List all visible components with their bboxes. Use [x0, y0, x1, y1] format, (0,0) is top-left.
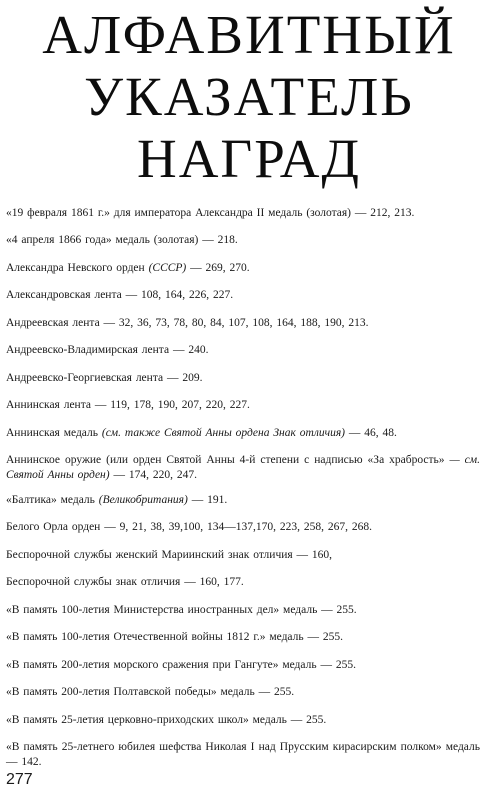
index-entry: Андреевско-Георгиевская лента — 209. [6, 371, 203, 384]
page-title [14, 4, 484, 190]
index-entry: «В память 100-летия Министерства иностранных дел» медаль — 255. [6, 603, 357, 616]
entry-pages: — 269, 270. [186, 261, 250, 274]
title-line: УКАЗАТЕЛЬ [84, 66, 414, 127]
index-entry: Беспорочной службы женский Мариинский знак отличия — 160, [6, 548, 333, 561]
index-entry: Аннинская лента — 119, 178, 190, 207, 220, 227. [6, 399, 250, 412]
index-entry: «В память 25-летнего юбилея шефства Николая I над Прусским кирасирским полком» медаль — 142. [6, 741, 480, 768]
index-entry: «В память 100-летия Отечественной войны 1812 г.» медаль — 255. [6, 631, 343, 644]
award-index-list [6, 206, 480, 780]
index-entry: «В память 200-летия Полтавской победы» медаль — 255. [6, 686, 295, 699]
index-entry: Андреевская лента — 32, 36, 73, 78, 80, 84, 107, 108, 164, 188, 190, 213. [6, 316, 369, 329]
index-entry [6, 453, 480, 482]
entry-note: (Великобритания) [98, 493, 188, 506]
index-entry [6, 493, 480, 507]
entry-text: Аннинская медаль [6, 426, 102, 439]
index-entry: Андреевско-Владимирская лента — 240. [6, 344, 209, 357]
index-entry: «19 февраля 1861 г.» для императора Александра II медаль (золотая) — 212, 213. [6, 207, 415, 219]
title-line: АЛФАВИТНЫЙ [42, 4, 456, 65]
entry-pages: — 191. [187, 493, 228, 506]
index-entry: «В память 200-летия морского сражения при Гангуте» медаль — 255. [6, 658, 356, 671]
index-entry: «В память 25-летия церковно-приходских школ» медаль — 255. [6, 713, 327, 726]
index-entry: Александровская лента — 108, 164, 226, 227. [6, 289, 234, 302]
entry-text: «Балтика» медаль [6, 493, 99, 506]
index-entry: Беспорочной службы знак отличия — 160, 177. [6, 576, 244, 589]
entry-text: Аннинское оружие (или орден Святой Анны 4-й степени с надписью «За храбрость» [6, 454, 450, 467]
index-entry [6, 426, 480, 440]
entry-note: — см. Святой Анны орден) [6, 454, 480, 481]
index-entry [6, 261, 480, 275]
index-entry: «4 апреля 1866 года» медаль (золотая) — 218. [6, 234, 238, 247]
entry-pages: — 174, 220, 247. [109, 468, 197, 481]
entry-note: (СССР) [148, 261, 187, 274]
title-line: НАГРАД [136, 128, 362, 189]
entry-pages: — 46, 48. [345, 426, 397, 439]
entry-note: (см. также Святой Анны ордена Знак отличия) [101, 426, 345, 439]
page-number: 277 [6, 771, 33, 788]
index-entry: Белого Орла орден — 9, 21, 38, 39,100, 134—137,170, 223, 258, 267, 268. [6, 521, 372, 534]
entry-text: Александра Невского орден [6, 261, 149, 274]
